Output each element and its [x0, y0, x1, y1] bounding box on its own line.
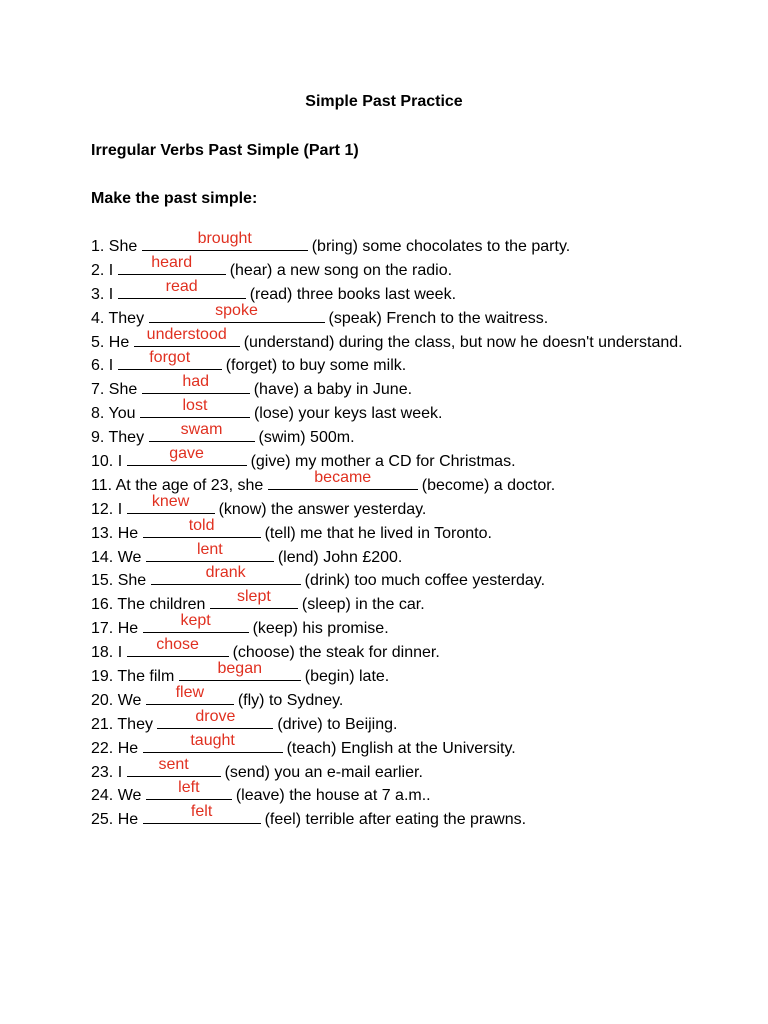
item-prefix: I: [108, 261, 118, 279]
answer-text: brought: [197, 230, 252, 247]
answer-text: drank: [205, 564, 246, 582]
item-suffix: (drink) too much coffee yesterday.: [304, 572, 546, 590]
item-suffix: (hear) a new song on the radio.: [229, 261, 453, 279]
answer-text: lent: [196, 540, 223, 558]
answer-text: drove: [195, 707, 236, 725]
item-number: 17.: [91, 620, 118, 638]
answer-blank: [118, 253, 226, 275]
item-prefix: I: [117, 500, 127, 518]
answer-blank: [146, 683, 234, 705]
answer-blank: [118, 349, 222, 370]
item-number: 8.: [91, 405, 109, 423]
item-number: 21.: [91, 715, 118, 733]
item-prefix: I: [108, 285, 118, 303]
answer-text: began: [217, 660, 262, 678]
item-suffix: (lend) John £200.: [277, 548, 403, 566]
item-suffix: (understand) during the class, but now he doesn't understand.: [243, 333, 683, 351]
item-prefix: He: [117, 620, 143, 638]
item-prefix: I: [117, 453, 127, 471]
answer-text: gave: [169, 445, 204, 463]
item-number: 10.: [91, 453, 118, 471]
item-number: 15.: [91, 572, 118, 590]
item-suffix: (have) a baby in June.: [253, 381, 413, 399]
answer-text: left: [178, 779, 200, 797]
answer-blank: [149, 301, 325, 323]
answer-blank: [149, 421, 255, 442]
item-prefix: She: [108, 238, 142, 255]
item-number: 23.: [91, 763, 118, 781]
page-title: Simple Past Practice: [305, 93, 463, 110]
item-number: 6.: [91, 357, 109, 375]
item-number: 9.: [91, 429, 109, 447]
item-suffix: (send) you an e-mail earlier.: [224, 763, 423, 781]
answer-text: swam: [180, 421, 223, 439]
exercise-item: [91, 564, 683, 593]
item-number: 16.: [91, 596, 118, 614]
item-prefix: I: [108, 357, 118, 375]
answer-text: knew: [151, 492, 190, 510]
item-number: 12.: [91, 500, 118, 518]
answer-blank: [142, 373, 250, 394]
item-prefix: They: [108, 429, 149, 447]
item-prefix: He: [117, 739, 143, 757]
item-number: 3.: [91, 285, 109, 303]
exercise-list: [91, 230, 683, 832]
item-prefix: We: [117, 691, 146, 709]
answer-blank: [127, 755, 221, 777]
answer-text: understood: [146, 325, 227, 343]
item-number: 1.: [91, 238, 109, 255]
item-number: 22.: [91, 739, 118, 757]
item-number: 4.: [91, 309, 109, 327]
answer-text: lost: [182, 397, 208, 415]
item-prefix: We: [117, 787, 146, 805]
answer-text: forgot: [149, 349, 191, 367]
item-prefix: At the age of 23, she: [115, 476, 268, 494]
item-number: 5.: [91, 333, 109, 351]
item-suffix: (give) my mother a CD for Christmas.: [250, 453, 516, 471]
exercise-item: [91, 803, 683, 832]
item-suffix: (tell) me that he lived in Toronto.: [264, 524, 492, 542]
item-number: 20.: [91, 691, 118, 709]
item-number: 2.: [91, 261, 109, 279]
answer-blank: [210, 588, 298, 609]
answer-text: taught: [190, 731, 235, 749]
answer-text: felt: [190, 803, 213, 821]
answer-text: heard: [151, 253, 193, 271]
item-number: 7.: [91, 381, 109, 399]
item-prefix: He: [108, 333, 134, 351]
item-number: 14.: [91, 548, 118, 566]
item-suffix: (read) three books last week.: [249, 285, 457, 303]
item-suffix: (become) a doctor.: [421, 476, 556, 494]
answer-blank: [146, 779, 232, 800]
answer-blank: [142, 230, 308, 251]
item-prefix: He: [117, 811, 143, 829]
item-prefix: They: [108, 309, 149, 327]
answer-blank: [140, 397, 250, 418]
item-suffix: (sleep) in the car.: [301, 596, 425, 614]
item-suffix: (speak) French to the waitress.: [328, 309, 549, 327]
answer-text: told: [188, 516, 215, 534]
item-suffix: (bring) some chocolates to the party.: [311, 238, 571, 255]
section-heading: Irregular Verbs Past Simple (Part 1): [91, 142, 359, 159]
item-suffix: (teach) English at the University.: [286, 739, 516, 757]
answer-blank: [118, 277, 246, 299]
answer-blank: [127, 636, 229, 657]
answer-text: spoke: [215, 301, 258, 319]
answer-blank: [151, 564, 301, 585]
answer-blank: [143, 731, 283, 753]
item-number: 11.: [91, 476, 116, 494]
item-prefix: He: [117, 524, 143, 542]
answer-blank: [127, 492, 215, 514]
item-number: 24.: [91, 787, 118, 805]
instruction: Make the past simple:: [91, 190, 258, 207]
item-suffix: (choose) the steak for dinner.: [232, 644, 440, 662]
item-prefix: The film: [117, 668, 179, 686]
item-suffix: (feel) terrible after eating the prawns.: [264, 811, 527, 829]
answer-text: had: [182, 373, 210, 391]
answer-blank: [143, 803, 261, 824]
answer-text: became: [314, 468, 372, 486]
answer-text: read: [165, 277, 198, 295]
answer-text: slept: [237, 588, 271, 606]
item-suffix: (swim) 500m.: [258, 429, 355, 447]
answer-blank: [268, 468, 418, 490]
answer-blank: [179, 660, 301, 681]
item-prefix: She: [108, 381, 142, 399]
answer-blank: [143, 516, 261, 538]
item-suffix: (lose) your keys last week.: [253, 405, 443, 423]
item-suffix: (know) the answer yesterday.: [218, 500, 427, 518]
item-number: 25.: [91, 811, 118, 829]
item-suffix: (drive) to Beijing.: [277, 715, 398, 733]
answer-blank: [127, 445, 247, 466]
item-suffix: (leave) the house at 7 a.m..: [235, 787, 431, 805]
answer-text: flew: [175, 683, 205, 701]
item-prefix: She: [117, 572, 151, 590]
item-prefix: You: [108, 405, 140, 423]
item-suffix: (fly) to Sydney.: [237, 691, 344, 709]
item-prefix: We: [117, 548, 146, 566]
answer-text: kept: [180, 612, 211, 630]
item-prefix: The children: [117, 596, 210, 614]
item-suffix: (forget) to buy some milk.: [225, 357, 407, 375]
item-prefix: I: [117, 763, 127, 781]
item-prefix: I: [117, 644, 127, 662]
answer-blank: [143, 612, 249, 633]
item-number: 13.: [91, 524, 118, 542]
answer-blank: [146, 540, 274, 562]
item-prefix: They: [117, 715, 158, 733]
answer-blank: [157, 707, 273, 729]
item-suffix: (begin) late.: [304, 668, 390, 686]
item-number: 19.: [91, 668, 118, 686]
answer-text: sent: [158, 755, 189, 773]
item-suffix: (keep) his promise.: [252, 620, 389, 638]
item-number: 18.: [91, 644, 118, 662]
answer-blank: [134, 325, 240, 347]
answer-text: chose: [156, 636, 199, 654]
